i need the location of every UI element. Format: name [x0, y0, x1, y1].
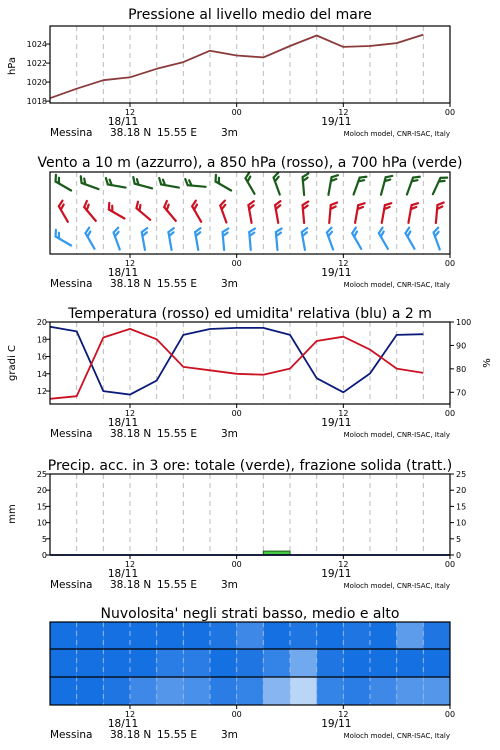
- cloud-cell: [290, 677, 317, 705]
- wind-barb: [276, 229, 284, 250]
- cloud-cell: [290, 622, 317, 649]
- wind-barb: [53, 175, 74, 191]
- cloud-cell: [397, 622, 424, 649]
- cloud-cell: [263, 622, 290, 649]
- ytick-label: 15: [456, 502, 467, 512]
- cloud-cell: [183, 677, 210, 705]
- wind-barb: [213, 175, 234, 191]
- ytick-label: 10: [456, 518, 467, 528]
- wind-barb: [106, 203, 127, 219]
- wind-barb: [244, 173, 260, 194]
- time-tick-label: 12: [338, 560, 349, 569]
- location-altitude: 3m: [221, 729, 238, 741]
- ytick-label: 5: [456, 534, 462, 544]
- ytick-label: 20: [36, 486, 47, 496]
- location-lon: 15.55 E: [157, 428, 198, 440]
- cloud-cell: [263, 677, 290, 705]
- ytick-label: 14: [36, 369, 47, 379]
- wind-barb: [354, 175, 367, 197]
- ytick-label: 25: [456, 470, 467, 479]
- cloud-cell: [210, 677, 237, 705]
- cloud-cell: [77, 649, 104, 677]
- cloud-cell: [290, 649, 317, 677]
- location-altitude: 3m: [221, 278, 238, 290]
- wind-barb: [404, 228, 420, 249]
- precipitation-yticks-right: [450, 470, 466, 560]
- cloud-cell: [157, 649, 184, 677]
- pressure-gridlines: [77, 26, 424, 103]
- ytick-label: 70: [456, 388, 467, 398]
- pressure-title: Pressione al livello medio del mare: [128, 7, 372, 23]
- wind-barb: [84, 228, 100, 249]
- wind-time-axis: [50, 254, 455, 290]
- ytick-label: 0: [456, 551, 462, 560]
- time-tick-label: 12: [338, 409, 349, 418]
- precipitation-panel: [7, 458, 466, 591]
- wind-barb: [249, 229, 257, 250]
- time-tick-label: 12: [124, 259, 136, 268]
- wind-barb: [302, 174, 310, 195]
- model-credit: Moloch model, CNR-ISAC, Italy: [343, 431, 450, 439]
- wind-barb: [191, 201, 207, 222]
- date-label: 18/11: [107, 718, 139, 730]
- cloud-cell: [263, 649, 290, 677]
- cloud-cell: [343, 622, 370, 649]
- wind-panel: [37, 155, 462, 290]
- wind-barb: [326, 228, 339, 250]
- location-lat: 38.18 N: [110, 127, 152, 139]
- date-label: 19/11: [321, 116, 352, 128]
- wind-barb: [168, 228, 178, 250]
- cloud-cell: [397, 677, 424, 705]
- cloud-cell: [343, 677, 370, 705]
- humidity-ylabel: %: [482, 358, 493, 368]
- location-name: Messina: [50, 278, 93, 290]
- location-lat: 38.18 N: [110, 278, 152, 290]
- wind-barb: [433, 228, 446, 250]
- location-lat: 38.18 N: [110, 428, 152, 440]
- time-tick-label: 00: [444, 710, 456, 719]
- ytick-label: 100: [456, 318, 472, 327]
- cloud-cell: [210, 649, 237, 677]
- precipitation-title: Precip. acc. in 3 ore: totale (verde), frazione solida (tratt.): [47, 458, 453, 474]
- time-tick-label: 00: [444, 108, 456, 117]
- model-credit: Moloch model, CNR-ISAC, Italy: [343, 281, 450, 289]
- cloud-cell: [317, 677, 344, 705]
- wind-barb: [132, 177, 154, 188]
- temperature-humidity-panel: [7, 306, 493, 440]
- precipitation-gridlines: [77, 474, 424, 555]
- cloud-cell: [103, 677, 130, 705]
- ytick-label: 0: [41, 551, 47, 560]
- time-tick-label: 00: [231, 560, 242, 569]
- wind-barb: [302, 202, 310, 223]
- cloud-cell: [370, 677, 397, 705]
- ytick-label: 1024: [26, 40, 47, 50]
- time-tick-label: 12: [338, 710, 349, 719]
- pressure-ylabel: hPa: [7, 56, 18, 76]
- cloud-title: Nuvolosita' negli strati basso, medio e alto: [100, 606, 400, 622]
- cloud-cell: [50, 677, 77, 705]
- location-lon: 15.55 E: [157, 127, 198, 139]
- location-name: Messina: [50, 729, 93, 741]
- model-credit: Moloch model, CNR-ISAC, Italy: [343, 130, 450, 138]
- cloud-cell: [77, 622, 104, 649]
- cloud-cell: [77, 677, 104, 705]
- wind-barb: [408, 202, 418, 224]
- cloud-cell: [423, 649, 450, 677]
- location-altitude: 3m: [221, 579, 238, 591]
- location-altitude: 3m: [221, 428, 238, 440]
- time-tick-label: 12: [338, 108, 349, 117]
- temperature-yticks: [37, 318, 50, 396]
- cloud-heatmap: [50, 622, 450, 705]
- wind-barb: [351, 228, 367, 249]
- temperature-time-axis: [50, 404, 455, 440]
- cloud-cell: [130, 649, 157, 677]
- ytick-label: 25: [36, 470, 47, 479]
- cloud-cell: [343, 649, 370, 677]
- wind-title: Vento a 10 m (azzurro), a 850 hPa (rosso), a 700 hPa (verde): [37, 155, 463, 171]
- wind-barb: [436, 202, 444, 223]
- wind-barb: [273, 173, 286, 195]
- ytick-label: 80: [456, 364, 467, 374]
- wind-barb: [275, 201, 285, 223]
- location-altitude: 3m: [221, 127, 238, 139]
- wind-barb: [382, 202, 392, 224]
- time-tick-label: 12: [124, 409, 136, 418]
- cloud-time-axis: [50, 705, 455, 741]
- time-tick-label: 00: [231, 710, 242, 719]
- time-tick-label: 12: [124, 710, 136, 719]
- pressure-panel: [7, 7, 455, 139]
- wind-barb: [381, 174, 392, 196]
- date-label: 18/11: [107, 568, 139, 580]
- pressure-yticks: [27, 40, 50, 106]
- cloud-cell: [317, 649, 344, 677]
- wind-barb: [219, 201, 232, 223]
- time-tick-label: 00: [444, 409, 456, 418]
- ytick-label: 1018: [26, 97, 47, 107]
- ytick-label: 1020: [26, 78, 47, 88]
- cloud-cell: [183, 622, 210, 649]
- ytick-label: 15: [36, 502, 47, 512]
- cloud-cell: [237, 649, 264, 677]
- cloud-cell: [237, 622, 264, 649]
- wind-barb: [222, 229, 230, 250]
- wind-barb: [57, 201, 73, 222]
- wind-barb: [105, 178, 127, 188]
- wind-barb: [134, 202, 154, 220]
- time-tick-label: 12: [124, 560, 136, 569]
- date-label: 18/11: [107, 116, 139, 128]
- ytick-label: 18: [36, 335, 47, 345]
- wind-barb: [162, 201, 180, 221]
- ytick-label: 12: [36, 387, 47, 397]
- cloud-cell: [103, 649, 130, 677]
- wind-barb: [158, 178, 180, 188]
- wind-barb: [53, 230, 74, 246]
- model-credit: Moloch model, CNR-ISAC, Italy: [343, 732, 450, 740]
- wind-barb: [79, 176, 101, 189]
- wind-barb: [433, 175, 447, 197]
- precipitation-frame: [50, 474, 450, 555]
- cloud-cell: [370, 622, 397, 649]
- location-lon: 15.55 E: [157, 729, 198, 741]
- cloud-cell: [183, 649, 210, 677]
- humidity-yticks: [450, 318, 471, 397]
- precipitation-ylabel: mm: [7, 504, 18, 524]
- wind-barb: [82, 201, 100, 221]
- wind-barb: [328, 174, 338, 196]
- time-tick-label: 00: [444, 560, 456, 569]
- cloud-panel: [50, 606, 455, 741]
- location-name: Messina: [50, 428, 93, 440]
- cloud-cell: [103, 622, 130, 649]
- wind-barb: [355, 202, 365, 224]
- model-credit: Moloch model, CNR-ISAC, Italy: [343, 582, 450, 590]
- date-label: 19/11: [321, 417, 352, 429]
- cloud-cell: [317, 622, 344, 649]
- time-tick-label: 00: [444, 259, 456, 268]
- temperature-humidity-title: Temperatura (rosso) ed umidita' relativa (blu) a 2 m: [68, 306, 432, 322]
- wind-barb: [141, 228, 151, 250]
- cloud-cell: [157, 677, 184, 705]
- ytick-label: 90: [456, 341, 467, 351]
- date-label: 18/11: [107, 267, 139, 279]
- cloud-cell: [370, 649, 397, 677]
- wind-barb: [329, 202, 337, 223]
- pressure-frame: [50, 26, 450, 103]
- wind-barb: [248, 201, 258, 223]
- cloud-cell: [157, 622, 184, 649]
- pressure-time-axis: [50, 103, 455, 139]
- date-label: 19/11: [321, 267, 352, 279]
- ytick-label: 1022: [26, 59, 47, 69]
- cloud-cell: [397, 649, 424, 677]
- temperature-gridlines: [77, 322, 424, 404]
- wind-barb: [195, 228, 205, 250]
- location-lat: 38.18 N: [110, 579, 152, 591]
- wind-barbs: [53, 173, 447, 250]
- ytick-label: 5: [41, 534, 47, 544]
- location-name: Messina: [50, 579, 93, 591]
- date-label: 19/11: [321, 718, 352, 730]
- precipitation-yticks: [37, 470, 50, 560]
- cloud-cell: [130, 622, 157, 649]
- cloud-cell: [210, 622, 237, 649]
- wind-barb: [377, 228, 393, 249]
- time-tick-label: 12: [338, 259, 349, 268]
- location-lon: 15.55 E: [157, 579, 198, 591]
- time-tick-label: 00: [231, 409, 242, 418]
- location-lon: 15.55 E: [157, 278, 198, 290]
- date-label: 19/11: [321, 568, 352, 580]
- location-lat: 38.18 N: [110, 729, 152, 741]
- time-tick-label: 00: [231, 108, 242, 117]
- time-tick-label: 00: [231, 259, 242, 268]
- precipitation-time-axis: [50, 555, 455, 591]
- cloud-cell: [130, 677, 157, 705]
- cloud-cell: [237, 677, 264, 705]
- time-tick-label: 12: [124, 108, 136, 117]
- wind-barb: [185, 179, 206, 187]
- ytick-label: 10: [36, 518, 47, 528]
- temperature-ylabel: gradi C: [7, 345, 18, 381]
- cloud-cell: [50, 649, 77, 677]
- wind-barb: [113, 228, 126, 250]
- ytick-label: 20: [36, 318, 47, 327]
- location-name: Messina: [50, 127, 93, 139]
- ytick-label: 20: [456, 486, 467, 496]
- date-label: 18/11: [107, 417, 139, 429]
- wind-barb: [407, 175, 420, 197]
- ytick-label: 16: [36, 352, 47, 362]
- cloud-cell: [50, 622, 77, 649]
- wind-barb: [301, 228, 311, 250]
- cloud-cell: [423, 677, 450, 705]
- cloud-cell: [423, 622, 450, 649]
